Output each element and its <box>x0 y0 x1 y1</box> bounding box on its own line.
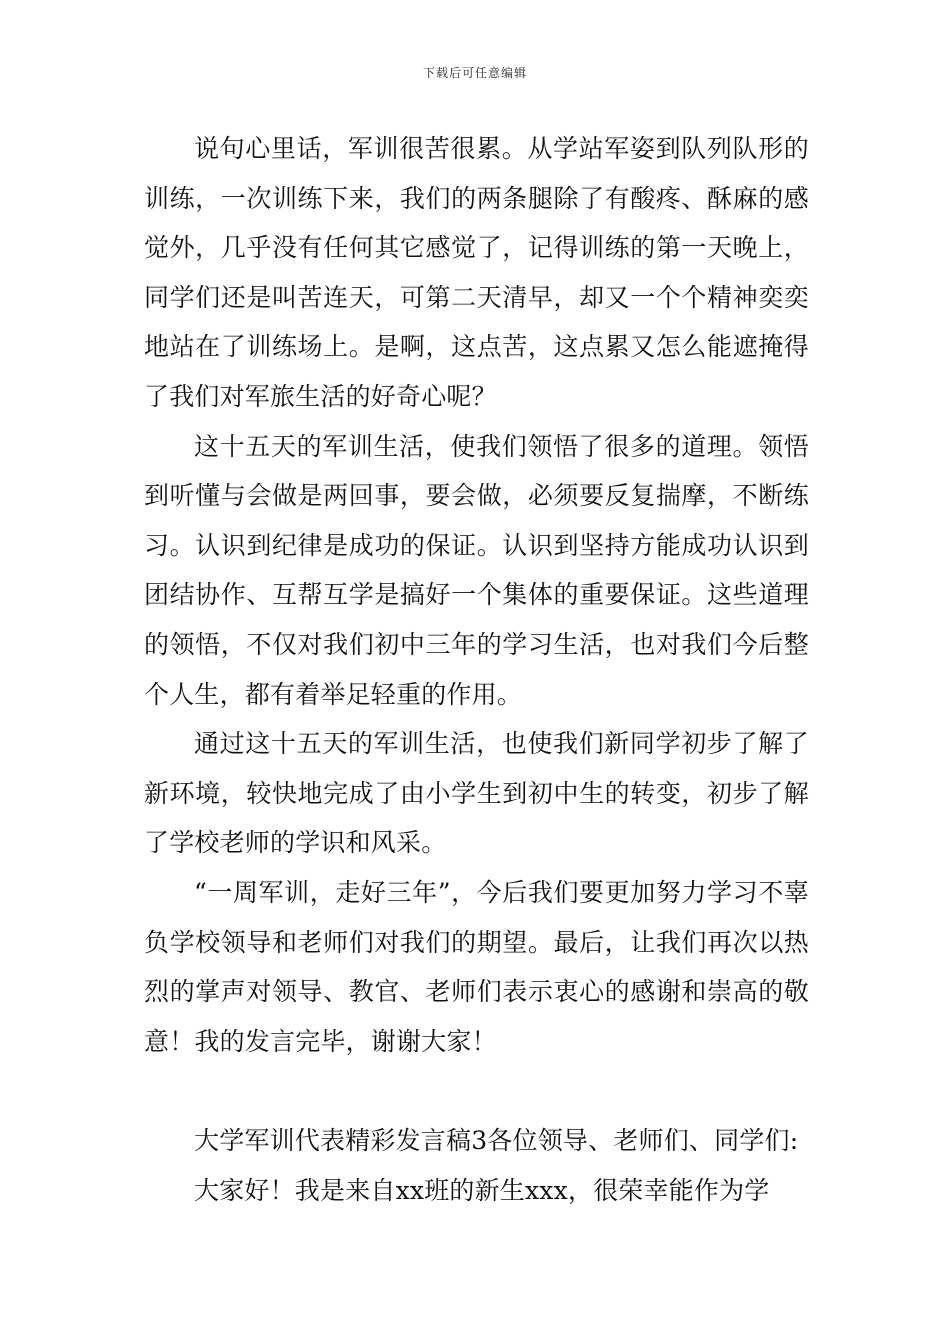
header-note: 下载后可任意编辑 <box>422 66 527 80</box>
paragraph-3: 通过这十五天的军训生活，也使我们新同学初步了解了新环境，较快地完成了由小学生到初中生的转变，初步了解了学校老师的学识和风采。 <box>144 729 809 858</box>
paragraph-2: 这十五天的军训生活，使我们领悟了很多的道理。领悟到听懂与会做是两回事，要会做，必须要反复揣摩，不断练习。认识到纪律是成功的保证。认识到坚持方能成功认识到团结协作、互帮互学是搞好一个集体的重要保证。这些道理的领悟，不仅对我们初中三年的学习生活，也对我们今后整个人生，都有着举足轻重的作用。 <box>144 431 809 709</box>
section-gap <box>144 1066 809 1116</box>
paragraph-4: “一周军训，走好三年”，今后我们要更加努力学习不辜负学校领导和老师们对我们的期望。最后，让我们再次以热烈的掌声对领导、教官、老师们表示衷心的感谢和崇高的敬意！我的发言完毕，谢谢大家！ <box>144 877 809 1056</box>
document-body <box>144 124 809 1215</box>
section-intro: 大家好！我是来自xx班的新生xxx，很荣幸能作为学 <box>194 1175 770 1205</box>
paragraph-1: 说句心里话，军训很苦很累。从学站军姿到队列队形的训练，一次训练下来，我们的两条腿除了有酸疼、酥麻的感觉外，几乎没有任何其它感觉了，记得训练的第一天晚上，同学们还是叫苦连天，可第二天清早，却又一个个精神奕奕地站在了训练场上。是啊，这点苦，这点累又怎么能遮掩得了我们对军旅生活的好奇心呢？ <box>144 134 809 411</box>
section-heading: 大学军训代表精彩发言稿3各位领导、老师们、同学们: <box>194 1126 799 1156</box>
